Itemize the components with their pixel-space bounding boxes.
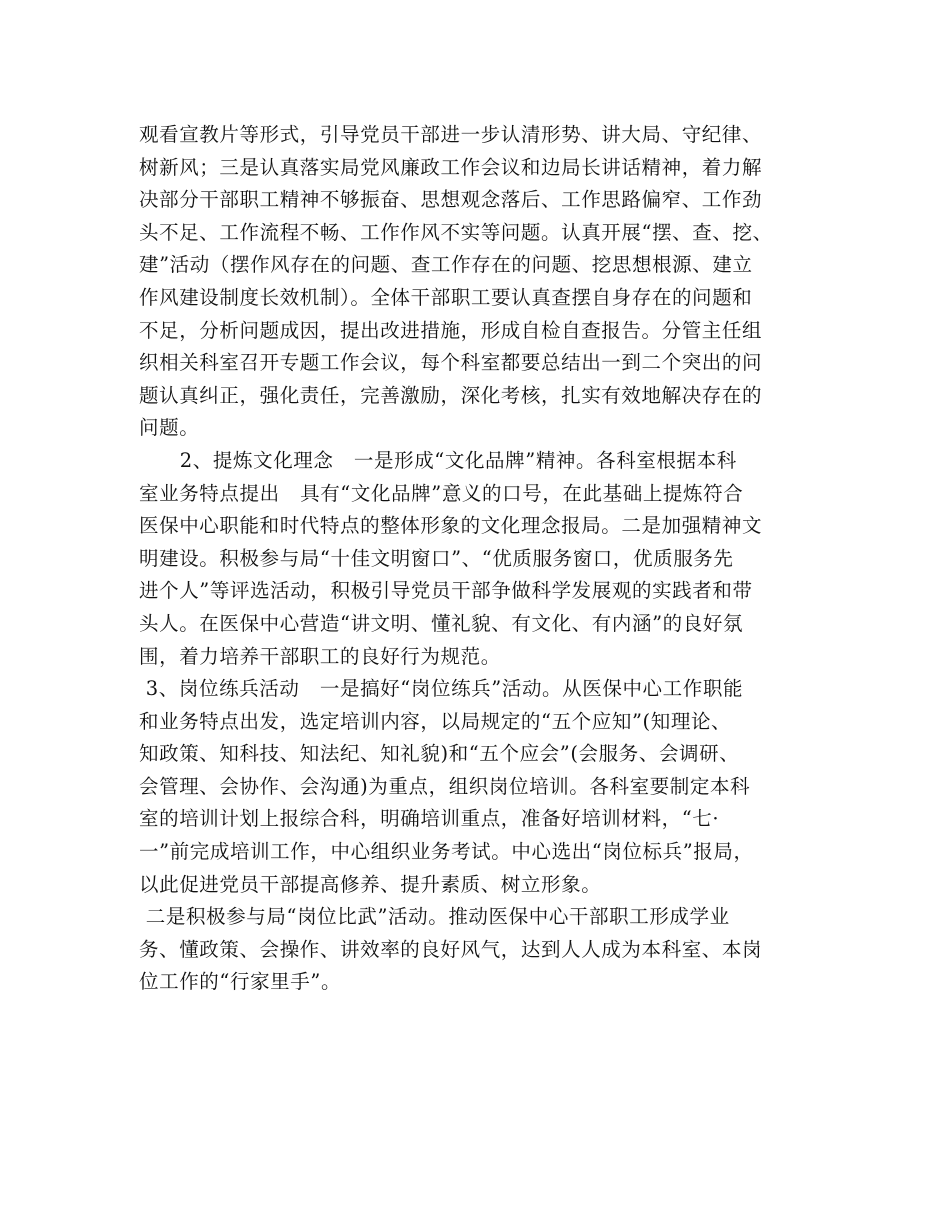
text-line: 围，着力培养干部职工的良好行为规范。	[139, 644, 501, 668]
text-line: 室的培训计划上报综合科，明确培训重点，准备好培训材料，“七·	[139, 807, 720, 831]
document-body	[139, 119, 829, 999]
text-line: 头人。在医保中心营造“讲文明、懂礼貌、有文化、有内涵”的良好氛	[139, 611, 744, 635]
text-line: 和业务特点出发，选定培训内容，以局规定的“五个应知”(知理论、	[139, 709, 732, 733]
text-line: 建”活动（摆作风存在的问题、查工作存在的问题、挖思想根源、建立	[139, 253, 753, 277]
text-line: 进个人”等评选活动，积极引导党员干部争做科学发展观的实践者和带	[139, 579, 753, 603]
text-line: 医保中心职能和时代特点的整体形象的文化理念报局。二是加强精神文	[139, 514, 763, 538]
section-heading-line: 2、提炼文化理念 一是形成“文化品牌”精神。各科室根据本科	[139, 448, 737, 472]
text-line: 不足，分析问题成因，提出改进措施，形成自检自查报告。分管主任组	[139, 318, 763, 342]
text-line: 作风建设制度长效机制）。全体干部职工要认真查摆自身存在的问题和	[139, 285, 753, 309]
text-line: 树新风；三是认真落实局党风廉政工作会议和边局长讲话精神，着力解	[139, 155, 763, 179]
text-line: 织相关科室召开专题工作会议，每个科室都要总结出一到二个突出的问	[139, 351, 763, 375]
text-line: 题认真纠正，强化责任，完善激励，深化考核，扎实有效地解决存在的	[139, 383, 763, 407]
text-line: 二是积极参与局“岗位比武”活动。推动医保中心干部职工形成学业	[139, 905, 730, 929]
text-line: 务、懂政策、会操作、讲效率的良好风气，达到人人成为本科室、本岗	[139, 937, 763, 961]
text-line: 知政策、知科技、知法纪、知礼貌)和“五个应会”(会服务、会调研、	[139, 742, 740, 766]
text-line: 会管理、会协作、会沟通)为重点，组织岗位培训。各科室要制定本科	[139, 774, 751, 798]
text-line: 以此促进党员干部提高修养、提升素质、树立形象。	[139, 872, 602, 896]
text-line: 明建设。积极参与局“十佳文明窗口”、“优质服务窗口，优质服务先	[139, 546, 734, 570]
text-line: 一”前完成培训工作，中心组织业务考试。中心选出“岗位标兵”报局，	[139, 840, 754, 864]
text-line: 位工作的“行家里手”。	[139, 970, 342, 994]
section-heading-line: 3、岗位练兵活动 一是搞好“岗位练兵”活动。从医保中心工作职能	[139, 677, 744, 701]
text-line: 决部分干部职工精神不够振奋、思想观念落后、工作思路偏窄、工作劲	[139, 188, 763, 212]
text-line: 头不足、工作流程不畅、工作作风不实等问题。认真开展“摆、查、挖、	[139, 220, 773, 244]
text-line: 观看宣教片等形式，引导党员干部进一步认清形势、讲大局、守纪律、	[139, 123, 763, 146]
text-line: 室业务特点提出 具有“文化品牌”意义的口号，在此基础上提炼符合	[139, 481, 744, 505]
text-line: 问题。	[139, 416, 200, 440]
